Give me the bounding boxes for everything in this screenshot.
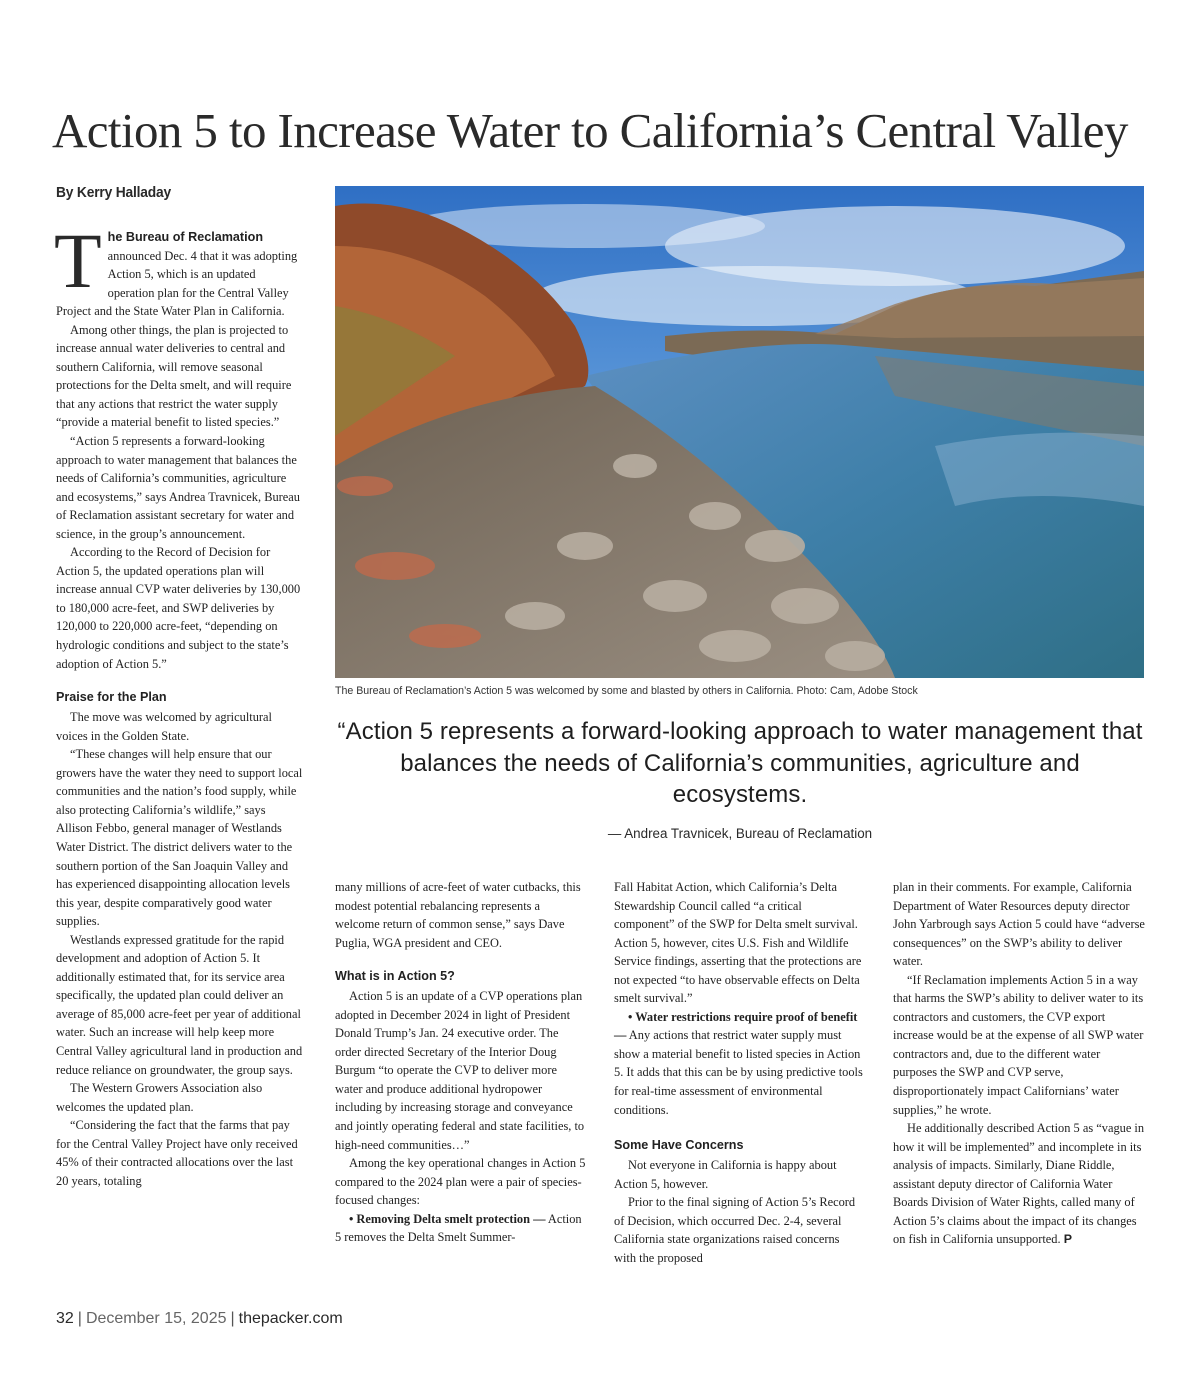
- paragraph: [893, 1119, 1145, 1249]
- article-column-4: [893, 878, 1145, 1249]
- paragraph: Among the key operational changes in Action 5 compared to the 2024 plan were a pair of species-focused changes:: [335, 1156, 586, 1208]
- paragraph: many millions of acre-feet of water cutbacks, this modest potential rebalancing represents a welcome return of common sense,” says Dave Puglia, WGA president and CEO.: [335, 880, 581, 950]
- page-number: 32: [56, 1310, 74, 1327]
- paragraph: The Western Growers Association also welcomes the updated plan.: [56, 1081, 263, 1114]
- river-photo: [335, 186, 1144, 678]
- paragraph: plan in their comments. For example, California Department of Water Resources deputy director John Yarbrough says Action 5 could have “adverse consequences” on the SWP’s ability to deliver water.: [893, 880, 1145, 969]
- article-headline: Action 5 to Increase Water to California’s Central Valley: [52, 103, 1128, 158]
- paragraph: “These changes will help ensure that our growers have the water they need to support local communities and the nation’s food supply, while also protecting California’s wildlife,” says Allison Febbo, general manager of Westlands Water District. The district delivers water to the southern portion of the San Joaquin Valley and has experienced disappointing allocation levels this year, despite comparatively good water supplies.: [56, 747, 303, 929]
- bullet-heading: • Removing Delta smelt protection —: [349, 1211, 546, 1226]
- byline: By Kerry Halladay: [56, 184, 172, 201]
- paragraph: Not everyone in California is happy about Action 5, however.: [614, 1158, 837, 1191]
- page-footer: [56, 1310, 343, 1328]
- subhead-what-is-in-action-5: What is in Action 5?: [335, 969, 455, 984]
- article-column-3: [614, 878, 864, 1267]
- paragraph: “If Reclamation implements Action 5 in a way that harms the SWP’s ability to deliver water to its contractors and customers, the CVP export increase would be at the expense of all SWP water contractors and, due to the different water purposes the SWP and CVP serve, disproportionately impact Californians’ water supplies,” he wrote.: [893, 972, 1144, 1117]
- pull-quote: “Action 5 represents a forward-looking approach to water management that balances the needs of California’s communities, agriculture and ecosystems.: [337, 718, 1143, 808]
- paragraph: Prior to the final signing of Action 5’s Record of Decision, which occurred Dec. 2-4, several California state organizations raised concerns with the proposed: [614, 1195, 856, 1265]
- drop-cap: T: [54, 217, 102, 304]
- lead-in: he Bureau of Reclamation: [107, 230, 264, 244]
- issue-date: December 15, 2025: [85, 1310, 227, 1327]
- subhead-some-have-concerns: Some Have Concerns: [614, 1138, 744, 1153]
- article-column-2: [335, 878, 586, 1247]
- paragraph: Action 5 is an update of a CVP operations plan adopted in December 2024 in light of President Donald Trump’s Jan. 24 executive order. The order directed Secretary of the Interior Doug Burgum “to operate the CVP to deliver more water and produce additional hydropower including by increasing storage and conveyance and jointly operating federal and state facilities, to high-need communities…”: [335, 989, 585, 1152]
- article-column-1: [54, 217, 304, 1190]
- bullet-text: Action 5 removes the Delta Smelt Summer-: [335, 1211, 582, 1245]
- bullet-heading: • Water restrictions require proof of benefit —: [614, 1009, 858, 1043]
- paragraph-text: He additionally described Action 5 as “vague in how it will be implemented” and incomplete in its analysis of impacts. Similarly, Diane Riddle, assistant deputy director of California Water Boards Division of Water Rights, called many of Action 5’s claims about the impact of its changes on fish in California unsupported.: [893, 1121, 1145, 1247]
- photo-caption: The Bureau of Reclamation’s Action 5 was welcomed by some and blasted by others in California. Photo: Cam, Adobe Stock: [335, 685, 918, 697]
- paragraph: Fall Habitat Action, which California’s Delta Stewardship Council called “a critical component” of the SWP for Delta smelt survival. Action 5, however, cites U.S. Fish and Wildlife Service findings, asserting that the protections are not expected “to have observable effects on Delta smelt survival.”: [614, 880, 862, 1006]
- paragraph: Westlands expressed gratitude for the rapid development and adoption of Action 5. It additionally estimated that, for its service area specifically, the updated plan could deliver an average of 85,000 acre-feet per year of additional water. Such an increase will help keep more Central Valley agricultural land in production and reduce reliance on groundwater, the group says.: [56, 932, 303, 1077]
- footer-separator: |: [77, 1310, 82, 1327]
- footer-separator: |: [230, 1310, 235, 1327]
- subhead-praise: Praise for the Plan: [56, 690, 167, 705]
- lead-paragraph: [54, 217, 304, 321]
- pull-quote-attribution: — Andrea Travnicek, Bureau of Reclamation: [607, 826, 873, 841]
- site-link[interactable]: thepacker.com: [238, 1310, 343, 1327]
- bullet-item: [614, 1008, 864, 1119]
- lead-text: announced Dec. 4 that it was adopting Action 5, which is an updated operation plan for the Central Valley Project and the State Water Plan in California.: [56, 248, 298, 319]
- paragraph: According to the Record of Decision for Action 5, the updated operations plan will increase annual CVP water deliveries by 130,000 to 180,000 acre-feet, and SWP deliveries by 120,000 to 220,000 acre-feet, “depending on hydrologic conditions and subject to the state’s adoption of Action 5.”: [56, 545, 301, 671]
- paragraph: The move was welcomed by agricultural voices in the Golden State.: [56, 710, 272, 743]
- paragraph: “Considering the fact that the farms that pay for the Central Valley Project have only received 45% of their contracted allocations over the last 20 years, totaling: [56, 1118, 298, 1188]
- bullet-item: [335, 1210, 586, 1247]
- paragraph: Among other things, the plan is projected to increase annual water deliveries to central and southern California, will remove seasonal protections for the Delta smelt, and will require that any actions that restrict the water supply “provide a material benefit to listed species.”: [56, 322, 292, 430]
- end-mark: P: [1063, 1232, 1072, 1247]
- bullet-text: Any actions that restrict water supply must show a material benefit to listed species in Action 5. It adds that this can be by using predictive tools for real-time assessment of environmental conditions.: [614, 1028, 863, 1117]
- paragraph: “Action 5 represents a forward-looking approach to water management that balances the needs of California’s communities, agriculture and ecosystems,” says Andrea Travnicek, Bureau of Reclamation assistant secretary for water and science, in the group’s announcement.: [56, 434, 300, 541]
